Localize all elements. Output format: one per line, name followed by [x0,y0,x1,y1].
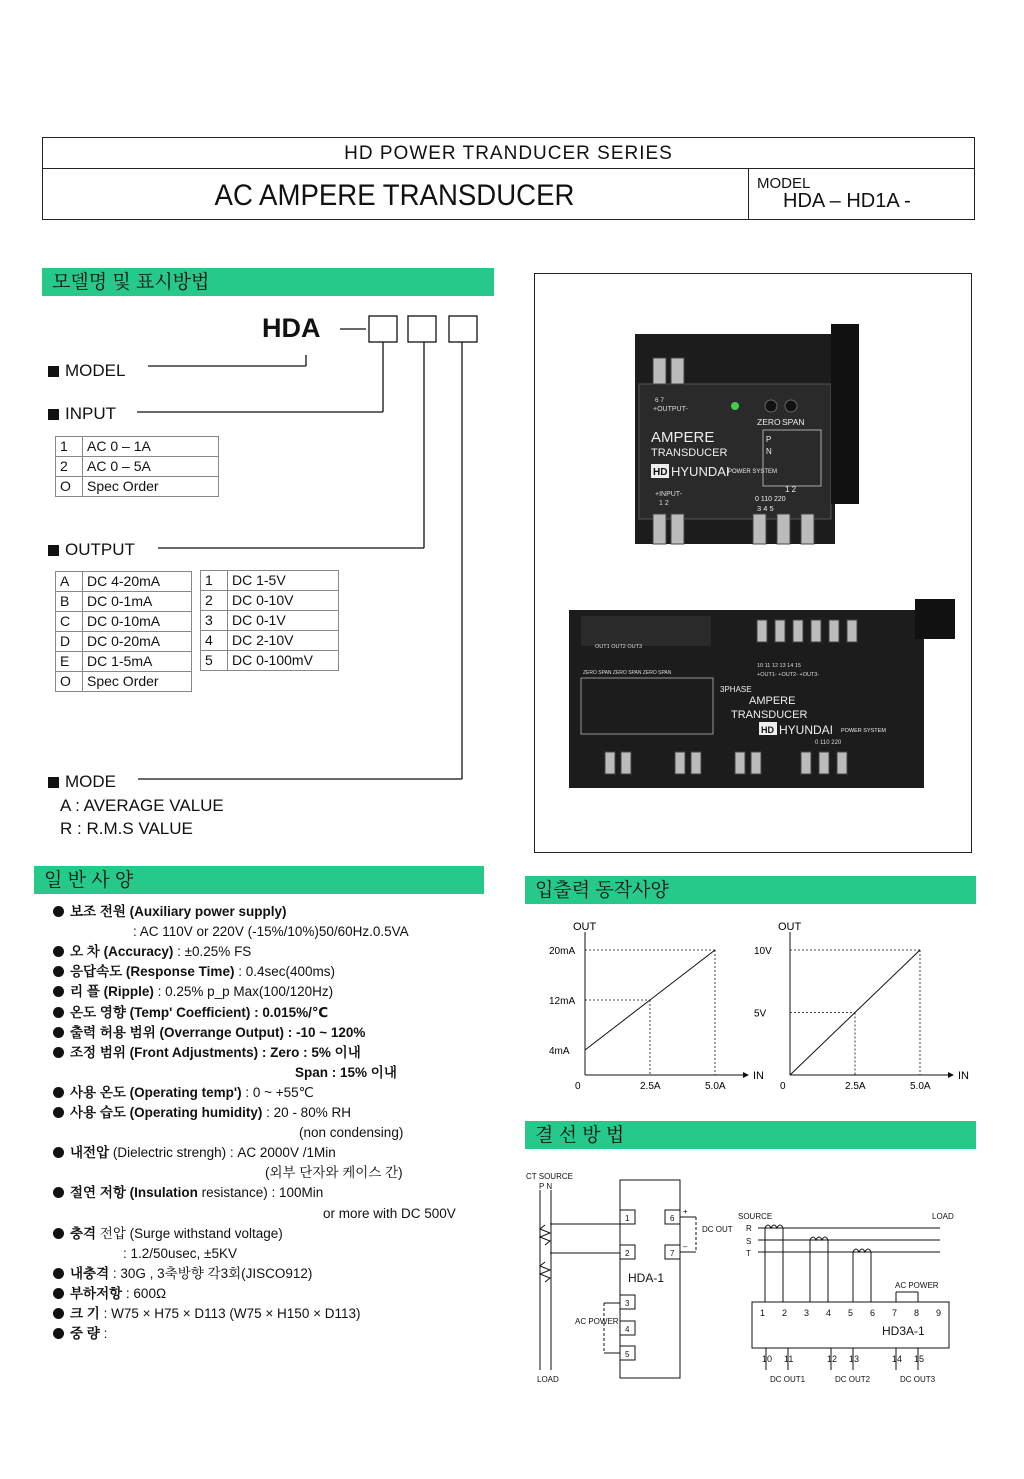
output-voltage-table [200,570,339,671]
bullet-dot-icon [53,1228,64,1239]
input-row-label: INPUT [48,404,116,424]
model-row-label: MODEL [48,361,125,381]
table-row: 2 DC 0-10V [201,591,339,611]
terminal-label: 5 [848,1308,854,1318]
spec-item: : 1.2/50usec, ±5KV [123,1245,237,1261]
bullet-dot-icon [53,1308,64,1319]
svg-text:LOAD: LOAD [537,1375,559,1384]
y-tick-label: 20mA [549,946,576,957]
spec-item: 사용 습도 (Operating humidity) : 20 - 80% RH [53,1103,351,1123]
spec-item: 중 량 : [53,1324,107,1344]
single-phase-unit-image [635,324,859,544]
svg-text:R: R [746,1224,752,1233]
svg-text:+INPUT-: +INPUT- [655,491,683,498]
table-row: 5 DC 0-100mV [201,651,339,671]
dc-out-label: DC OUT3 [900,1375,936,1384]
svg-text:–: – [683,1242,688,1251]
svg-text:6 7: 6 7 [655,397,665,404]
svg-text:HD: HD [653,467,668,478]
square-bullet-icon [48,409,59,420]
spec-item: 조정 범위 (Front Adjustments) : Zero : 5% 이내 [53,1043,361,1063]
table-row: 1 DC 1-5V [201,571,339,591]
bullet-dot-icon [53,1328,64,1339]
product-photo-frame [534,273,972,853]
svg-text:AMPERE: AMPERE [651,429,715,446]
series-title: HD POWER TRANDUCER SERIES [43,138,974,169]
svg-text:OUT1 OUT2 OUT3: OUT1 OUT2 OUT3 [595,644,643,650]
terminal-label: 15 [914,1354,925,1364]
spec-item: : AC 110V or 220V (-15%/10%)50/60Hz.0.5VA [133,924,409,940]
svg-text:+OUTPUT-: +OUTPUT- [653,406,688,413]
model-cell [748,168,975,219]
x-axis-arrow-icon [948,1072,954,1078]
spec-item: 출력 허용 범위 (Overrange Output) : -10 ~ 120% [53,1023,365,1043]
svg-text:ZERO SPAN ZERO SPAN ZERO SPA: ZERO SPAN ZERO SPAN ZERO SPAN [583,670,672,676]
table-row: 4 DC 2-10V [201,631,339,651]
svg-text:TRANSDUCER: TRANSDUCER [651,447,728,459]
terminal-label: 6 [870,1308,876,1318]
table-row: C DC 0-10mA [56,612,192,632]
bullet-dot-icon [53,1087,64,1098]
spec-item: 절연 저항 (Insulation resistance) : 100Min [53,1183,323,1203]
table-row: B DC 0-1mA [56,592,192,612]
table-row: O Spec Order [56,672,192,692]
svg-text:2: 2 [625,1249,630,1258]
spec-item: 오 차 (Accuracy) : ±0.25% FS [53,942,251,962]
svg-text:0 110 220: 0 110 220 [755,496,786,503]
spec-item: 크 기 : W75 × H75 × D113 (W75 × H150 × D113) [53,1304,360,1324]
svg-text:1 2: 1 2 [785,485,797,494]
output-current-table [55,571,192,692]
bullet-dot-icon [53,1007,64,1018]
x-axis-arrow-icon [743,1072,749,1078]
square-bullet-icon [48,366,59,377]
svg-text:HD: HD [761,725,774,735]
terminal-label: 4 [826,1308,832,1318]
svg-text:LOAD: LOAD [932,1212,954,1221]
mode-row-label: MODE [48,772,116,792]
table-row: E DC 1-5mA [56,652,192,672]
svg-text:3 4 5: 3 4 5 [757,504,774,513]
spec-item: Span : 15% 이내 [295,1064,397,1080]
svg-text:AC POWER: AC POWER [575,1317,619,1326]
svg-text:1 2: 1 2 [659,500,669,507]
product-photos [535,274,971,852]
terminal-label: 2 [782,1308,788,1318]
mode-r: R : R.M.S VALUE [60,819,193,838]
model-heading: 모델명 및 표시방법 [42,268,494,296]
svg-text:ZERO: ZERO [757,417,781,427]
three-phase-unit-image [569,599,955,788]
x-tick-label: 0 [780,1081,786,1092]
svg-text:HDA-1: HDA-1 [628,1271,665,1285]
bullet-dot-icon [53,1288,64,1299]
svg-text:5: 5 [625,1350,630,1359]
svg-text:4: 4 [625,1325,630,1334]
svg-text:+OUT1- +OUT2- +OUT3-: +OUT1- +OUT2- +OUT3- [757,672,820,678]
terminal-label: 3 [804,1308,810,1318]
bullet-dot-icon [53,1027,64,1038]
terminal-label: 13 [849,1354,860,1364]
x-tick-label: 0 [575,1081,581,1092]
square-bullet-icon [48,545,59,556]
svg-text:POWER SYSTEM: POWER SYSTEM [728,469,778,475]
table-row: A DC 4-20mA [56,572,192,592]
bullet-dot-icon [53,1147,64,1158]
svg-text:3PHASE: 3PHASE [720,685,752,694]
model-value: HDA – HD1A - [783,190,911,212]
spec-item: 사용 온도 (Operating temp') : 0 ~ +55℃ [53,1083,314,1103]
y-tick-label: 12mA [549,996,576,1007]
product-title: AC AMPERE TRANSDUCER [214,179,575,212]
svg-text:N: N [766,447,772,456]
x-axis-label: IN [958,1070,969,1082]
bullet-dot-icon [53,1107,64,1118]
terminal-label: 10 [762,1354,773,1364]
spec-item: 리 플 (Ripple) : 0.25% p_p Max(100/120Hz) [53,982,333,1002]
svg-text:HYUNDAI: HYUNDAI [671,464,730,479]
table-row: O Spec Order [56,477,219,497]
x-tick-label: 2.5A [640,1081,661,1092]
bullet-dot-icon [53,966,64,977]
svg-text:TRANSDUCER: TRANSDUCER [731,709,808,721]
spec-item: 내충격 : 30G , 3축방향 각3회(JISCO912) [53,1264,312,1284]
table-row: 2 AC 0 – 5A [56,457,219,477]
x-tick-label: 2.5A [845,1081,866,1092]
svg-text:T: T [746,1249,751,1258]
spec-item: or more with DC 500V [323,1205,456,1221]
svg-text:CT SOURCE: CT SOURCE [526,1172,573,1181]
spec-item: 부하저항 : 600Ω [53,1284,166,1304]
svg-text:SPAN: SPAN [782,417,805,427]
svg-text:AC POWER: AC POWER [895,1281,939,1290]
spec-item: 내전압 (Dielectric strengh) : AC 2000V /1Min [53,1143,336,1163]
spec-item: 보조 전원 (Auxiliary power supply) [53,902,286,922]
y-tick-label: 10V [754,946,772,957]
terminal-label: 12 [827,1354,838,1364]
wiring-heading: 결 선 방 법 [525,1121,976,1149]
general-spec-heading: 일 반 사 양 [34,866,484,894]
bullet-dot-icon [53,1047,64,1058]
svg-text:3: 3 [625,1299,630,1308]
wiring-diagram [520,1160,970,1390]
spec-item: (non condensing) [299,1125,404,1141]
y-axis-label: OUT [573,921,597,933]
terminal-label: 7 [892,1308,898,1318]
spec-item: 응답속도 (Response Time) : 0.4sec(400ms) [53,962,335,982]
spec-item: (외부 단자와 케이스 간) [265,1165,403,1181]
dc-out-label: DC OUT2 [835,1375,871,1384]
bullet-dot-icon [53,1268,64,1279]
model-code: HDA [262,313,321,343]
io-charts [525,910,976,1100]
terminal-label: 8 [914,1308,920,1318]
svg-text:SOURCE: SOURCE [738,1212,773,1221]
bullet-dot-icon [53,946,64,957]
y-tick-label: 5V [754,1008,767,1020]
table-row: D DC 0-20mA [56,632,192,652]
terminal-label: 1 [760,1308,766,1318]
svg-text:S: S [746,1237,752,1246]
svg-text:DC OUT: DC OUT [702,1225,733,1234]
dc-out-label: DC OUT1 [770,1375,806,1384]
svg-text:AMPERE: AMPERE [749,695,796,707]
table-row: 1 AC 0 – 1A [56,437,219,457]
output-row-label: OUTPUT [48,540,135,560]
spec-item: 온도 영향 (Temp' Coefficient) : 0.015%/℃ [53,1003,328,1023]
svg-text:HD3A-1: HD3A-1 [882,1324,925,1338]
svg-text:P N: P N [539,1182,553,1191]
io-heading: 입출력 동작사양 [525,876,976,904]
svg-text:HYUNDAI: HYUNDAI [779,723,834,737]
bullet-dot-icon [53,986,64,997]
svg-text:+: + [683,1207,688,1216]
model-label: MODEL [757,175,811,192]
terminal-label: 14 [892,1354,903,1364]
svg-text:POWER SYSTEM: POWER SYSTEM [841,728,886,734]
x-axis-label: IN [753,1070,764,1082]
svg-text:10 11 12 13 14 15: 10 11 12 13 14 15 [757,663,801,669]
spec-item: 충격 전압 (Surge withstand voltage) [53,1224,283,1244]
y-tick-label: 4mA [549,1046,570,1057]
svg-text:0 110 220: 0 110 220 [815,740,842,746]
x-tick-label: 5.0A [910,1081,931,1092]
mode-a: A : AVERAGE VALUE [60,796,224,815]
terminal-label: 9 [936,1308,942,1318]
bullet-dot-icon [53,1187,64,1198]
svg-text:7: 7 [670,1249,675,1258]
square-bullet-icon [48,777,59,788]
table-row: 3 DC 0-1V [201,611,339,631]
bullet-dot-icon [53,906,64,917]
x-tick-label: 5.0A [705,1081,726,1092]
svg-text:P: P [766,435,772,444]
input-table [55,436,219,497]
y-axis-label: OUT [778,921,802,933]
svg-text:1: 1 [625,1214,630,1223]
terminal-label: 11 [784,1354,794,1364]
svg-text:6: 6 [670,1214,675,1223]
